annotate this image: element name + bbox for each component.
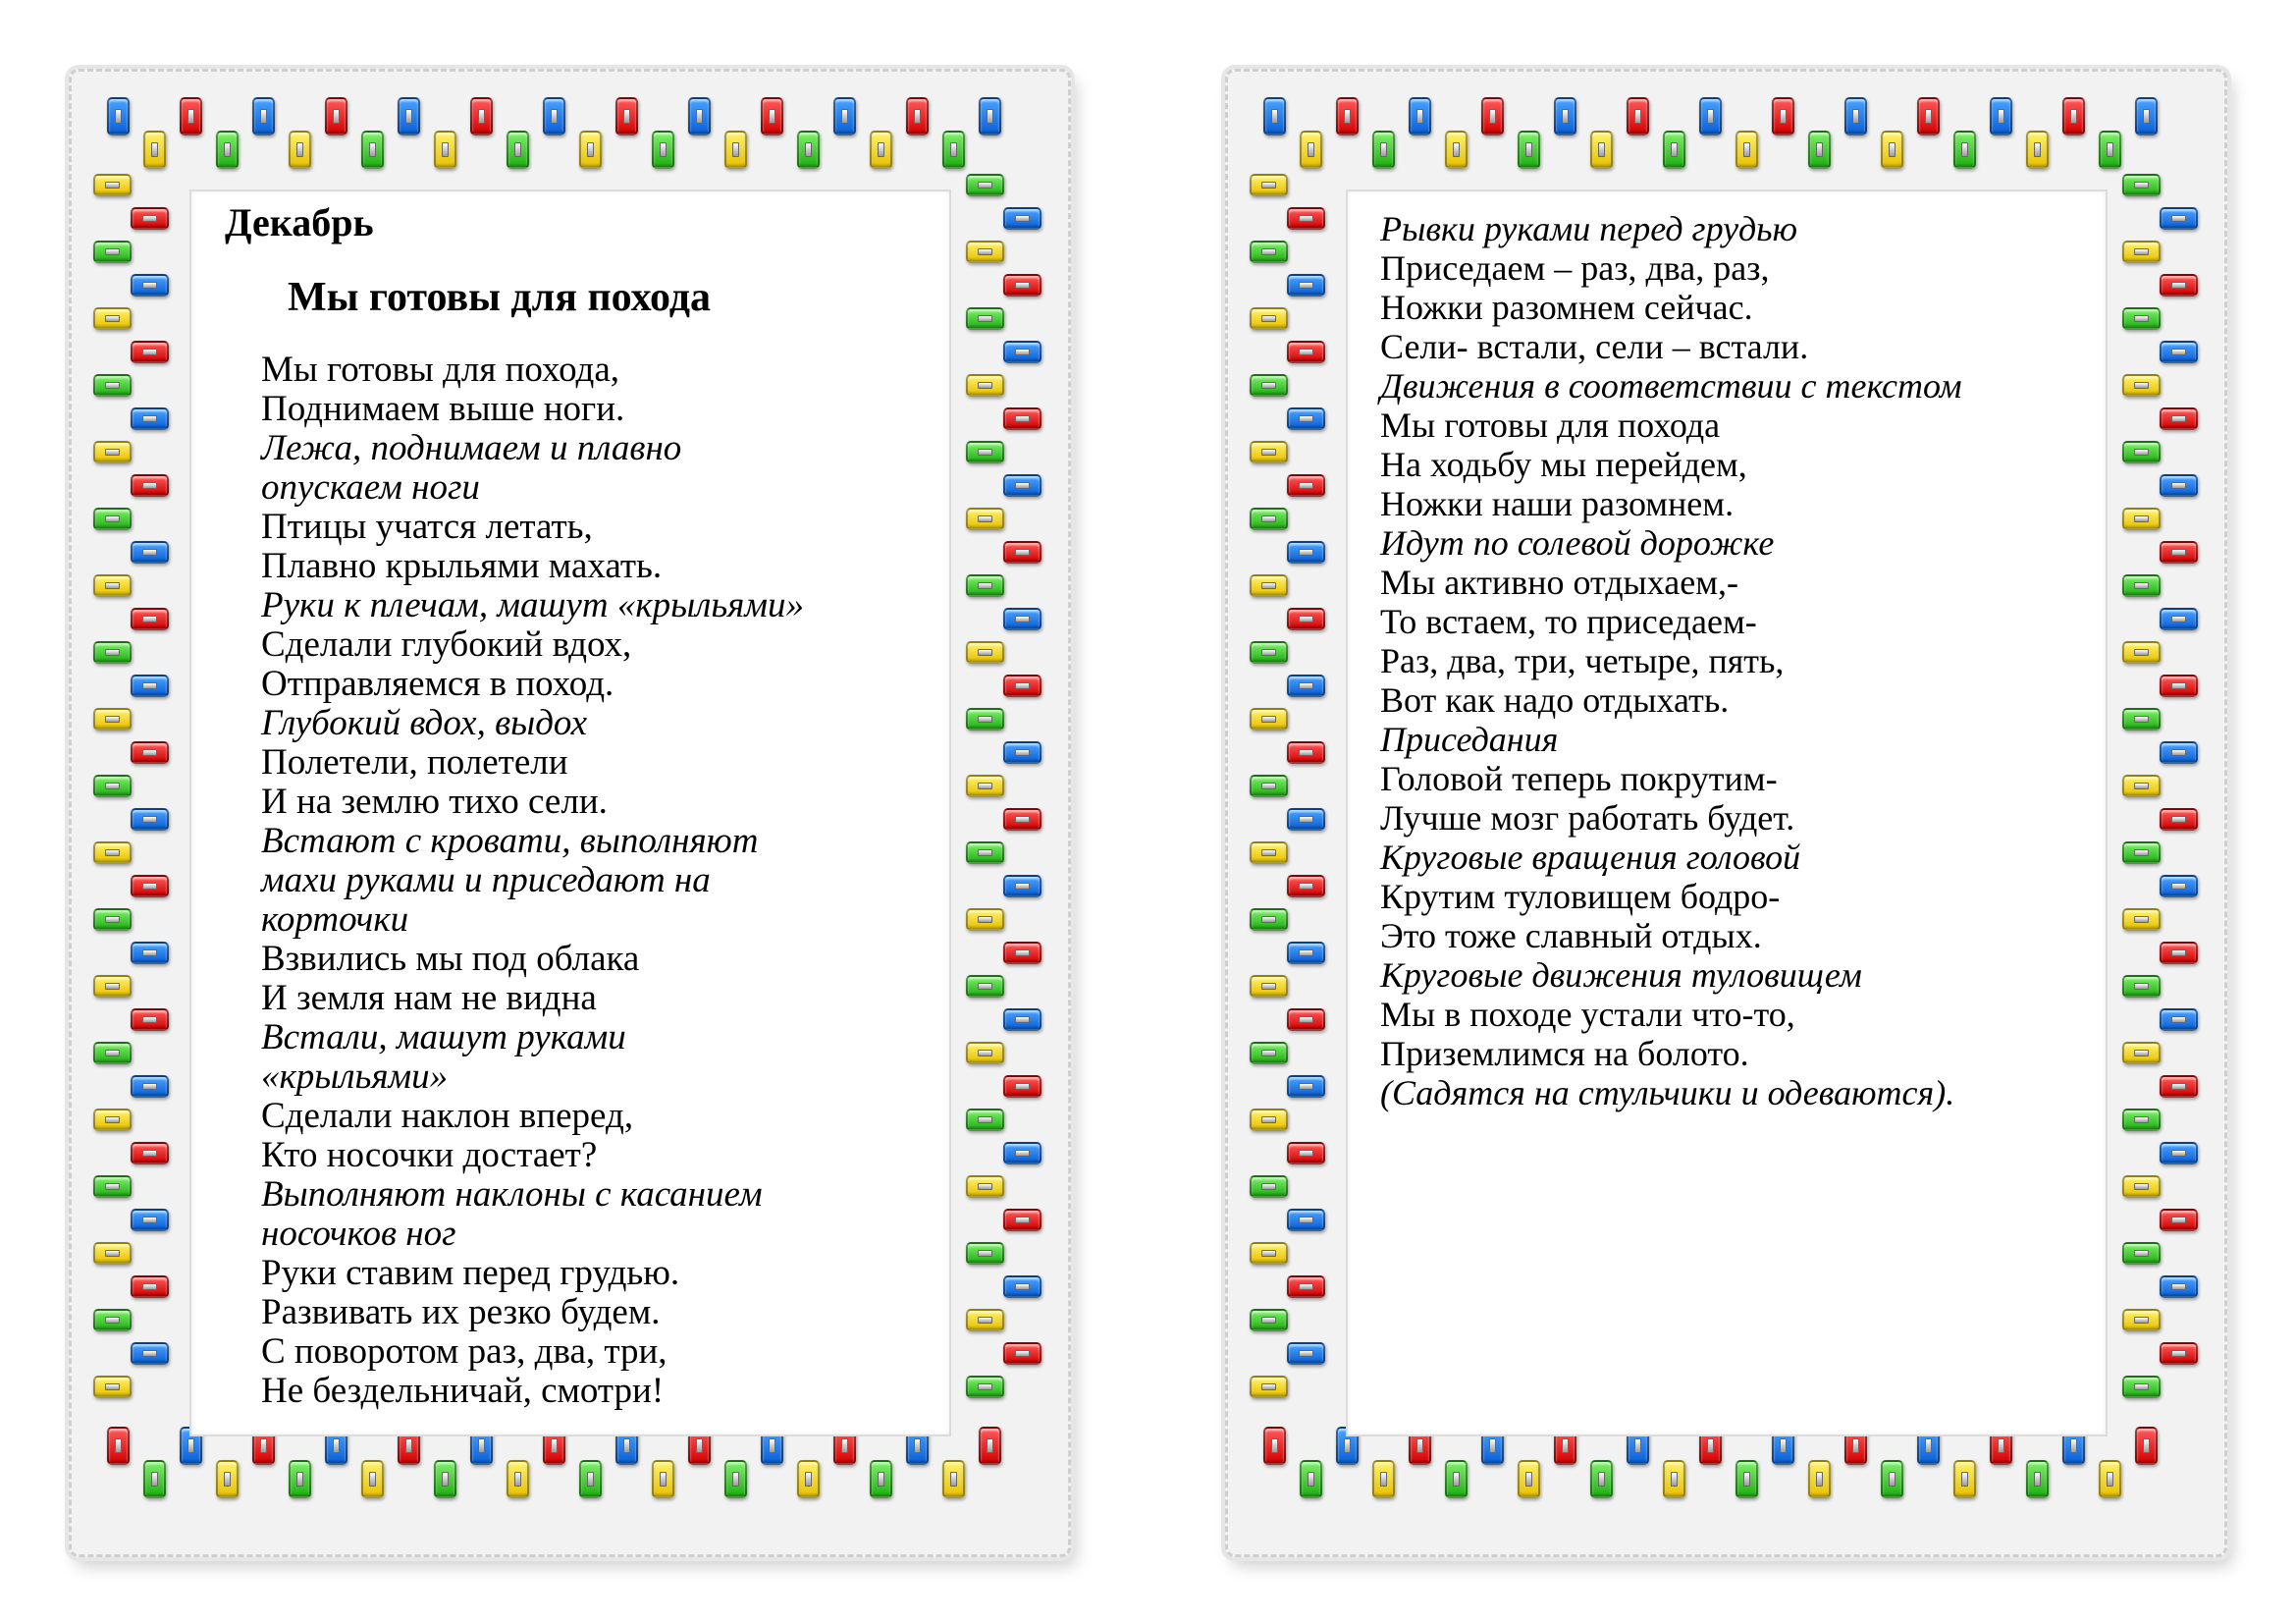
frame-tile bbox=[93, 975, 132, 998]
frame-tile bbox=[1003, 1075, 1041, 1098]
frame-tile bbox=[1287, 1075, 1325, 1098]
frame-tile bbox=[2122, 1242, 2161, 1265]
frame-tile bbox=[2122, 708, 2161, 731]
frame-tile bbox=[131, 541, 169, 564]
frame-tile bbox=[1250, 307, 1288, 330]
frame-tile bbox=[1445, 131, 1468, 169]
frame-tile bbox=[2122, 1309, 2161, 1331]
frame-tile bbox=[966, 708, 1004, 731]
frame-tile bbox=[361, 1460, 384, 1498]
frame-tile bbox=[131, 741, 169, 764]
frame-tile bbox=[143, 131, 166, 169]
frame-tile bbox=[1003, 274, 1041, 297]
poem-line: На ходьбу мы перейдем, bbox=[1380, 445, 1747, 484]
frame-tile bbox=[2026, 131, 2049, 169]
frame-tile bbox=[1003, 341, 1041, 363]
frame-tile bbox=[131, 675, 169, 697]
frame-tile bbox=[1287, 474, 1325, 497]
poem-line: Приземлимся на болото. bbox=[1380, 1034, 1749, 1073]
frame-tile bbox=[1287, 875, 1325, 897]
frame-tile bbox=[966, 841, 1004, 864]
frame-tile bbox=[579, 1460, 602, 1498]
frame-tile bbox=[966, 1242, 1004, 1265]
frame-tile bbox=[93, 508, 132, 530]
frame-tile bbox=[1518, 131, 1540, 169]
frame-tile bbox=[1300, 1460, 1322, 1498]
poem-line: Мы готовы для похода bbox=[1380, 406, 1721, 445]
stage-direction-line: Круговые вращения головой bbox=[1380, 838, 1801, 877]
frame-tile bbox=[1287, 675, 1325, 697]
frame-tile bbox=[2122, 374, 2161, 397]
frame-tile bbox=[2160, 875, 2198, 897]
frame-tile bbox=[1250, 1309, 1288, 1331]
frame-tile bbox=[2160, 942, 2198, 964]
frame-tile bbox=[1735, 131, 1758, 169]
right-poem-text bbox=[1380, 209, 1962, 1112]
frame-tile bbox=[1663, 1460, 1685, 1498]
frame-tile bbox=[434, 1460, 456, 1498]
frame-tile bbox=[1735, 1460, 1758, 1498]
poem-line: То встаем, то приседаем- bbox=[1380, 602, 1757, 641]
frame-tile bbox=[289, 1460, 311, 1498]
frame-tile bbox=[1003, 608, 1041, 630]
frame-tile bbox=[361, 131, 384, 169]
stage-direction-line: Руки к плечам, машут «крыльями» bbox=[261, 585, 804, 625]
stage-direction-line: опускаем ноги bbox=[261, 467, 480, 508]
frame-tile bbox=[2160, 1142, 2198, 1164]
frame-tile bbox=[507, 131, 529, 169]
frame-tile bbox=[724, 1460, 747, 1498]
frame-tile bbox=[93, 708, 132, 731]
frame-tile bbox=[1372, 1460, 1395, 1498]
poem-line: С поворотом раз, два, три, bbox=[261, 1331, 667, 1372]
frame-tile bbox=[131, 274, 169, 297]
frame-tile bbox=[131, 808, 169, 831]
frame-tile bbox=[1003, 474, 1041, 497]
frame-tile bbox=[1250, 1109, 1288, 1131]
frame-tile bbox=[93, 1309, 132, 1331]
frame-tile bbox=[906, 97, 929, 135]
frame-tile bbox=[131, 407, 169, 430]
frame-tile bbox=[966, 1309, 1004, 1331]
stage-direction-line: Круговые движения туловищем bbox=[1380, 955, 1862, 995]
frame-tile bbox=[1250, 775, 1288, 797]
frame-tile bbox=[1990, 97, 2012, 135]
frame-tile bbox=[252, 97, 275, 135]
frame-tile bbox=[2122, 1042, 2161, 1064]
frame-tile bbox=[2026, 1460, 2049, 1498]
poem-line: Сели- встали, сели – встали. bbox=[1380, 327, 1809, 366]
stage-direction-line: «крыльями» bbox=[261, 1056, 449, 1097]
frame-tile bbox=[1250, 1175, 1288, 1198]
frame-tile bbox=[652, 1460, 674, 1498]
frame-tile bbox=[2160, 207, 2198, 230]
frame-tile bbox=[797, 1460, 820, 1498]
frame-tile bbox=[966, 775, 1004, 797]
stage-direction-line: Рывки руками перед грудью bbox=[1380, 209, 1797, 248]
month-heading: Декабрь bbox=[225, 200, 374, 244]
frame-tile bbox=[131, 942, 169, 964]
stage-direction-line: Выполняют наклоны с касанием bbox=[261, 1174, 763, 1215]
frame-tile bbox=[325, 97, 347, 135]
frame-tile bbox=[1287, 1142, 1325, 1164]
frame-tile bbox=[93, 1376, 132, 1398]
frame-tile bbox=[1250, 174, 1288, 196]
frame-tile bbox=[966, 975, 1004, 998]
frame-tile bbox=[652, 131, 674, 169]
frame-tile bbox=[1287, 207, 1325, 230]
frame-tile bbox=[1250, 1376, 1288, 1398]
stage-direction-line: (Садятся на стульчики и одеваются). bbox=[1380, 1073, 1955, 1112]
frame-tile bbox=[1287, 407, 1325, 430]
frame-tile bbox=[688, 97, 711, 135]
frame-tile bbox=[1003, 207, 1041, 230]
frame-tile bbox=[1287, 808, 1325, 831]
frame-tile bbox=[1250, 908, 1288, 931]
frame-tile bbox=[1808, 1460, 1831, 1498]
frame-tile bbox=[1663, 131, 1685, 169]
frame-tile bbox=[2122, 1109, 2161, 1131]
frame-tile bbox=[2122, 775, 2161, 797]
stage-direction-line: носочков ног bbox=[261, 1214, 456, 1254]
poem-line: И на землю тихо сели. bbox=[261, 782, 608, 822]
frame-tile bbox=[1808, 131, 1831, 169]
frame-tile bbox=[1445, 1460, 1468, 1498]
frame-tile bbox=[1003, 1008, 1041, 1031]
poem-line: Поднимаем выше ноги. bbox=[261, 389, 625, 429]
frame-tile bbox=[966, 1376, 1004, 1398]
frame-tile bbox=[2160, 1275, 2198, 1298]
frame-tile bbox=[93, 241, 132, 263]
frame-tile bbox=[1917, 97, 1940, 135]
frame-tile bbox=[1003, 1275, 1041, 1298]
frame-tile bbox=[1772, 97, 1794, 135]
frame-tile bbox=[470, 97, 493, 135]
frame-tile bbox=[2160, 1209, 2198, 1231]
frame-tile bbox=[2122, 641, 2161, 664]
poem-line: Отправляемся в поход. bbox=[261, 664, 614, 704]
frame-tile bbox=[1590, 131, 1613, 169]
frame-tile bbox=[1287, 741, 1325, 764]
frame-tile bbox=[2122, 841, 2161, 864]
frame-tile bbox=[1250, 374, 1288, 397]
frame-tile bbox=[131, 474, 169, 497]
frame-tile bbox=[1287, 1008, 1325, 1031]
frame-tile bbox=[2062, 97, 2085, 135]
frame-tile bbox=[1003, 875, 1041, 897]
poem-line: Мы готовы для похода, bbox=[261, 350, 619, 390]
frame-tile bbox=[1250, 841, 1288, 864]
stage-direction-line: Приседания bbox=[1380, 720, 1559, 759]
frame-tile bbox=[1287, 541, 1325, 564]
frame-tile bbox=[216, 1460, 239, 1498]
frame-tile bbox=[979, 1427, 1001, 1465]
stage-direction-line: Движения в соответствии с текстом bbox=[1380, 366, 1962, 406]
poem-line: Не бездельничай, смотри! bbox=[261, 1371, 665, 1411]
frame-tile bbox=[507, 1460, 529, 1498]
frame-tile bbox=[107, 97, 130, 135]
frame-tile bbox=[1844, 97, 1867, 135]
frame-tile bbox=[761, 97, 783, 135]
frame-tile bbox=[966, 641, 1004, 664]
frame-tile bbox=[93, 1109, 132, 1131]
poem-line: Приседаем – раз, два, раз, bbox=[1380, 248, 1770, 288]
poem-line: Плавно крыльями махать. bbox=[261, 546, 663, 586]
right-page-card bbox=[1225, 69, 2227, 1557]
frame-tile bbox=[2160, 1008, 2198, 1031]
frame-tile bbox=[93, 908, 132, 931]
frame-tile bbox=[870, 1460, 892, 1498]
frame-tile bbox=[289, 131, 311, 169]
frame-tile bbox=[2160, 474, 2198, 497]
frame-tile bbox=[93, 374, 132, 397]
stage-direction-line: Встают с кровати, выполняют bbox=[261, 821, 759, 861]
frame-tile bbox=[131, 1209, 169, 1231]
frame-tile bbox=[2122, 441, 2161, 463]
frame-tile bbox=[1881, 131, 1903, 169]
frame-tile bbox=[93, 641, 132, 664]
poem-line: Ножки разомнем сейчас. bbox=[1380, 288, 1753, 327]
frame-tile bbox=[1250, 441, 1288, 463]
frame-tile bbox=[1003, 1142, 1041, 1164]
poem-line: Мы в походе устали что-то, bbox=[1380, 995, 1795, 1034]
frame-tile bbox=[434, 131, 456, 169]
frame-tile bbox=[1250, 508, 1288, 530]
frame-tile bbox=[1287, 341, 1325, 363]
frame-tile bbox=[1287, 1342, 1325, 1365]
frame-tile bbox=[1953, 131, 1976, 169]
frame-tile bbox=[93, 1175, 132, 1198]
frame-tile bbox=[1003, 1342, 1041, 1365]
frame-tile bbox=[942, 131, 965, 169]
frame-tile bbox=[2122, 1376, 2161, 1398]
frame-tile bbox=[131, 1275, 169, 1298]
poem-line: Крутим туловищем бодро- bbox=[1380, 877, 1781, 916]
frame-tile bbox=[2135, 97, 2158, 135]
frame-tile bbox=[2160, 541, 2198, 564]
frame-tile bbox=[2122, 241, 2161, 263]
frame-tile bbox=[2160, 741, 2198, 764]
frame-tile bbox=[2160, 274, 2198, 297]
frame-tile bbox=[131, 1142, 169, 1164]
frame-tile bbox=[131, 1075, 169, 1098]
frame-tile bbox=[143, 1460, 166, 1498]
stage-direction-line: Встали, машут руками bbox=[261, 1017, 626, 1057]
frame-tile bbox=[2122, 1175, 2161, 1198]
frame-tile bbox=[1627, 97, 1649, 135]
frame-tile bbox=[1518, 1460, 1540, 1498]
frame-tile bbox=[2099, 1460, 2121, 1498]
frame-tile bbox=[1250, 708, 1288, 731]
frame-tile bbox=[1372, 131, 1395, 169]
frame-tile bbox=[131, 1342, 169, 1365]
frame-tile bbox=[1881, 1460, 1903, 1498]
frame-tile bbox=[966, 1109, 1004, 1131]
poem-line: Взвились мы под облака bbox=[261, 939, 640, 979]
frame-tile bbox=[1953, 1460, 1976, 1498]
frame-tile bbox=[966, 374, 1004, 397]
frame-tile bbox=[131, 341, 169, 363]
frame-tile bbox=[966, 1175, 1004, 1198]
frame-tile bbox=[93, 1042, 132, 1064]
poem-line: Сделали наклон вперед, bbox=[261, 1096, 634, 1136]
frame-tile bbox=[2135, 1427, 2158, 1465]
frame-tile bbox=[942, 1460, 965, 1498]
frame-tile bbox=[131, 608, 169, 630]
stage-direction-line: Идут по солевой дорожке bbox=[1380, 523, 1775, 563]
frame-tile bbox=[93, 441, 132, 463]
frame-tile bbox=[93, 1242, 132, 1265]
poem-line: И земля нам не видна bbox=[261, 978, 597, 1018]
frame-tile bbox=[131, 207, 169, 230]
frame-tile bbox=[1287, 274, 1325, 297]
stage-direction-line: махи руками и приседают на bbox=[261, 860, 711, 900]
frame-tile bbox=[93, 841, 132, 864]
frame-tile bbox=[93, 174, 132, 196]
frame-tile bbox=[2122, 975, 2161, 998]
poem-line: Руки ставим перед грудью. bbox=[261, 1253, 680, 1293]
frame-tile bbox=[2122, 908, 2161, 931]
frame-tile bbox=[2122, 508, 2161, 530]
frame-tile bbox=[2122, 574, 2161, 597]
frame-tile bbox=[1250, 975, 1288, 998]
frame-tile bbox=[543, 97, 565, 135]
poem-line: Лучше мозг работать будет. bbox=[1380, 798, 1795, 838]
frame-tile bbox=[979, 97, 1001, 135]
frame-tile bbox=[1003, 407, 1041, 430]
left-page-card bbox=[69, 69, 1071, 1557]
poem-line: Сделали глубокий вдох, bbox=[261, 624, 632, 665]
frame-tile bbox=[1300, 131, 1322, 169]
frame-tile bbox=[2160, 808, 2198, 831]
frame-tile bbox=[1409, 97, 1431, 135]
frame-tile bbox=[966, 908, 1004, 931]
frame-tile bbox=[1003, 675, 1041, 697]
frame-tile bbox=[1263, 1427, 1286, 1465]
frame-tile bbox=[2160, 1075, 2198, 1098]
frame-tile bbox=[1003, 942, 1041, 964]
frame-tile bbox=[966, 307, 1004, 330]
frame-tile bbox=[1287, 608, 1325, 630]
frame-tile bbox=[1003, 1209, 1041, 1231]
frame-tile bbox=[966, 241, 1004, 263]
frame-tile bbox=[1590, 1460, 1613, 1498]
frame-tile bbox=[1250, 1242, 1288, 1265]
frame-tile bbox=[615, 97, 638, 135]
poem-line: Головой теперь покрутим- bbox=[1380, 759, 1778, 798]
frame-tile bbox=[1287, 1209, 1325, 1231]
frame-tile bbox=[966, 441, 1004, 463]
frame-tile bbox=[966, 174, 1004, 196]
frame-tile bbox=[1003, 808, 1041, 831]
frame-tile bbox=[398, 97, 420, 135]
frame-tile bbox=[131, 1008, 169, 1031]
stage-direction-line: Лежа, поднимаем и плавно bbox=[261, 428, 682, 468]
frame-tile bbox=[1336, 97, 1359, 135]
frame-tile bbox=[2122, 307, 2161, 330]
poem-line: Вот как надо отдыхать. bbox=[1380, 680, 1730, 720]
frame-tile bbox=[966, 574, 1004, 597]
poem-line: Птицы учатся летать, bbox=[261, 507, 593, 547]
frame-tile bbox=[2122, 174, 2161, 196]
poem-title: Мы готовы для похода bbox=[288, 275, 712, 320]
poem-line: Развивать их резко будем. bbox=[261, 1292, 661, 1332]
stage-direction-line: корточки bbox=[261, 899, 409, 940]
left-poem-text bbox=[261, 351, 804, 1411]
frame-tile bbox=[797, 131, 820, 169]
frame-tile bbox=[1263, 97, 1286, 135]
frame-tile bbox=[216, 131, 239, 169]
frame-tile bbox=[93, 307, 132, 330]
frame-tile bbox=[1481, 97, 1504, 135]
frame-tile bbox=[180, 97, 202, 135]
frame-tile bbox=[1003, 741, 1041, 764]
frame-tile bbox=[966, 1042, 1004, 1064]
frame-tile bbox=[1287, 1275, 1325, 1298]
poem-line: Мы активно отдыхаем,- bbox=[1380, 563, 1738, 602]
frame-tile bbox=[1250, 241, 1288, 263]
frame-tile bbox=[93, 775, 132, 797]
frame-tile bbox=[2160, 1342, 2198, 1365]
poem-line: Раз, два, три, четыре, пять, bbox=[1380, 641, 1785, 680]
frame-tile bbox=[1250, 641, 1288, 664]
frame-tile bbox=[93, 574, 132, 597]
frame-tile bbox=[1250, 574, 1288, 597]
frame-tile bbox=[1287, 942, 1325, 964]
poem-line: Это тоже славный отдых. bbox=[1380, 916, 1762, 955]
frame-tile bbox=[579, 131, 602, 169]
frame-tile bbox=[1003, 541, 1041, 564]
frame-tile bbox=[107, 1427, 130, 1465]
frame-tile bbox=[724, 131, 747, 169]
frame-tile bbox=[2160, 675, 2198, 697]
frame-tile bbox=[833, 97, 856, 135]
frame-tile bbox=[131, 875, 169, 897]
frame-tile bbox=[1250, 1042, 1288, 1064]
frame-tile bbox=[2160, 608, 2198, 630]
poem-line: Кто носочки достает? bbox=[261, 1135, 598, 1175]
frame-tile bbox=[1699, 97, 1722, 135]
poem-line: Ножки наши разомнем. bbox=[1380, 484, 1735, 523]
frame-tile bbox=[2160, 407, 2198, 430]
frame-tile bbox=[2160, 341, 2198, 363]
frame-tile bbox=[870, 131, 892, 169]
stage-direction-line: Глубокий вдох, выдох bbox=[261, 703, 588, 743]
frame-tile bbox=[2099, 131, 2121, 169]
frame-tile bbox=[1554, 97, 1576, 135]
frame-tile bbox=[966, 508, 1004, 530]
poem-line: Полетели, полетели bbox=[261, 742, 568, 783]
